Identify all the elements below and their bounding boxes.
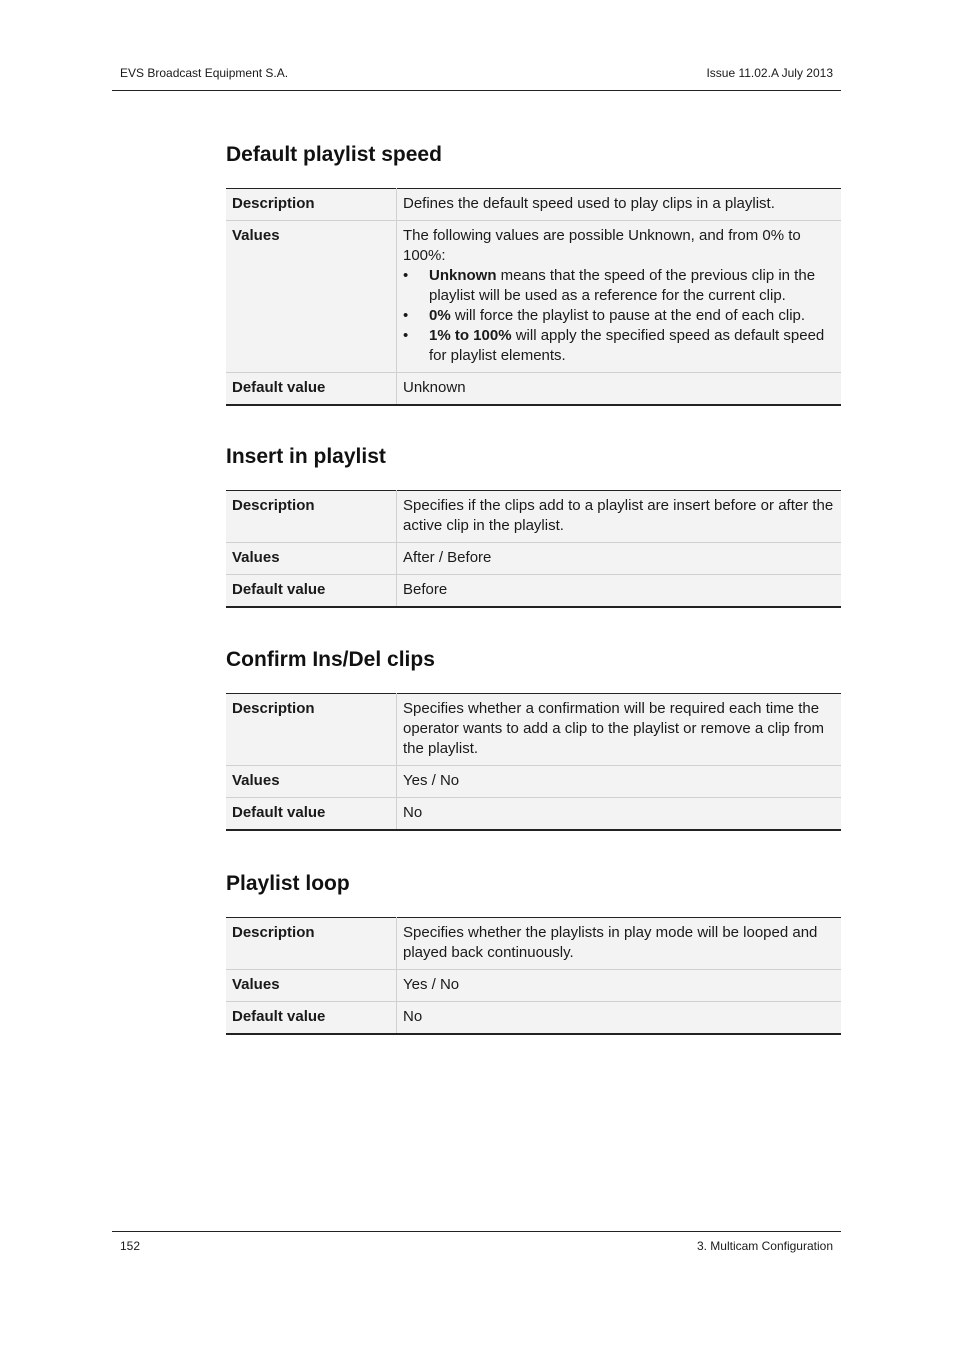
page-header — [112, 62, 841, 91]
row-label: Values — [226, 543, 397, 575]
value-text: will apply the specified speed as default speed for playlist elements. — [429, 327, 825, 364]
table-row — [226, 189, 841, 221]
table-row — [226, 1002, 841, 1035]
value-term: Unknown — [429, 267, 497, 284]
row-label: Default value — [226, 373, 397, 406]
description-value: Defines the default speed used to play clips in a playlist. — [397, 189, 842, 221]
values-intro: The following values are possible Unknown, and from 0% to 100%: — [403, 227, 801, 264]
row-label: Description — [226, 189, 397, 221]
table-row — [226, 970, 841, 1002]
row-label: Description — [226, 491, 397, 543]
row-label: Default value — [226, 575, 397, 608]
row-label: Values — [226, 766, 397, 798]
values-value: Yes / No — [397, 766, 842, 798]
page-footer — [112, 1231, 841, 1260]
list-item — [403, 306, 834, 326]
table-row — [226, 798, 841, 831]
values-value: After / Before — [397, 543, 842, 575]
row-label: Description — [226, 918, 397, 970]
table-row — [226, 575, 841, 608]
value-term: 0% — [429, 307, 451, 324]
section-title: Insert in playlist — [226, 445, 386, 468]
default-value: Before — [397, 575, 842, 608]
section-title: Confirm Ins/Del clips — [226, 648, 435, 671]
row-label: Values — [226, 221, 397, 373]
parameter-table — [226, 188, 841, 406]
values-value: Yes / No — [397, 970, 842, 1002]
section-title: Default playlist speed — [226, 143, 442, 166]
row-label: Default value — [226, 1002, 397, 1035]
table-row — [226, 373, 841, 406]
list-item — [403, 326, 834, 366]
table-row — [226, 491, 841, 543]
row-label: Values — [226, 970, 397, 1002]
company-name: EVS Broadcast Equipment S.A. — [120, 66, 289, 80]
section-default-playlist-speed — [226, 140, 841, 406]
description-value: Specifies whether a confirmation will be required each time the operator wants to add a clip to the playlist or remove a clip from the playlist. — [397, 694, 842, 766]
value-text: will force the playlist to pause at the end of each clip. — [450, 307, 806, 324]
default-value: No — [397, 1002, 842, 1035]
chapter-title: 3. Multicam Configuration — [696, 1239, 833, 1253]
list-item — [403, 266, 834, 306]
table-row — [226, 918, 841, 970]
parameter-table — [226, 693, 841, 831]
table-row — [226, 221, 841, 373]
row-label: Default value — [226, 798, 397, 831]
table-row — [226, 694, 841, 766]
section-title: Playlist loop — [226, 872, 350, 895]
values-cell — [397, 221, 842, 373]
page-number: 152 — [120, 1239, 141, 1253]
values-list — [403, 266, 834, 366]
parameter-table — [226, 917, 841, 1035]
section-playlist-loop — [226, 869, 841, 1035]
section-confirm-ins-del-clips — [226, 645, 841, 831]
row-label: Description — [226, 694, 397, 766]
value-term: 1% to 100% — [429, 327, 512, 344]
default-value: Unknown — [397, 373, 842, 406]
parameter-table — [226, 490, 841, 608]
section-insert-in-playlist — [226, 442, 841, 608]
issue-info: Issue 11.02.A July 2013 — [706, 66, 833, 80]
default-value: No — [397, 798, 842, 831]
description-value: Specifies if the clips add to a playlist are insert before or after the active clip in the playlist. — [397, 491, 842, 543]
table-row — [226, 766, 841, 798]
description-value: Specifies whether the playlists in play mode will be looped and played back continuously. — [397, 918, 842, 970]
table-row — [226, 543, 841, 575]
value-text: means that the speed of the previous clip in the playlist will be used as a reference for the current clip. — [429, 267, 816, 304]
